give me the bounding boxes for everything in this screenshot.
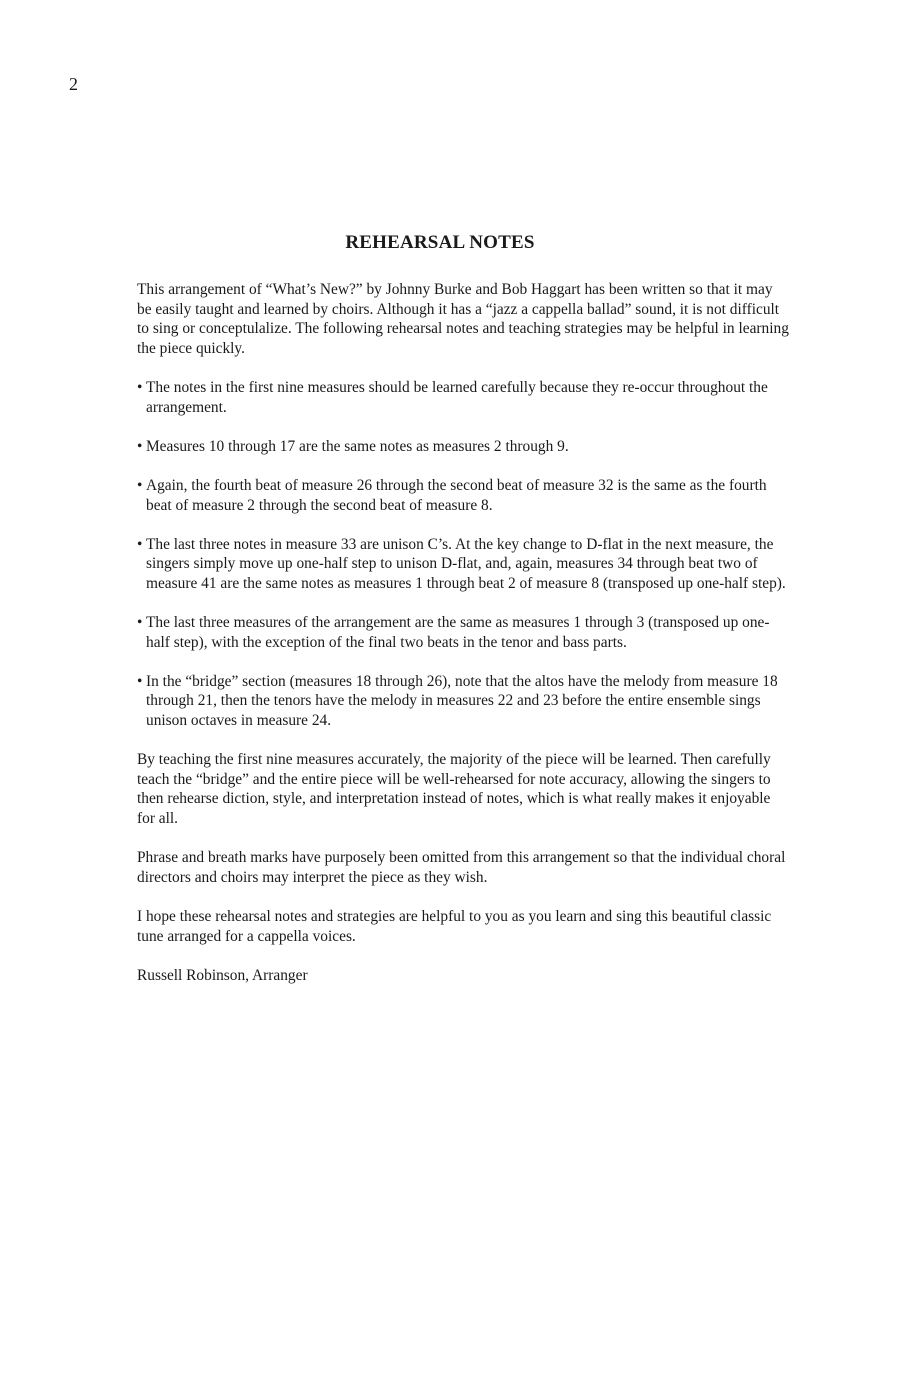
bullet-marker: • — [137, 672, 143, 690]
bullet-text: The notes in the first nine measures should be learned carefully because they re-occur throughout the arrangement. — [146, 378, 768, 416]
bullet-item — [137, 476, 789, 515]
bullet-item — [137, 535, 789, 594]
bullet-text: Again, the fourth beat of measure 26 through the second beat of measure 32 is the same as the fourth beat of measure 2 through the second beat of measure 8. — [146, 476, 767, 514]
bullet-text: In the “bridge” section (measures 18 through 26), note that the altos have the melody from measure 18 through 21, then the tenors have the melody in measures 22 and 23 before the entire ensemble sings unison octaves in measure 24. — [146, 672, 778, 730]
arranger-signature: Russell Robinson, Arranger — [137, 966, 308, 984]
bullet-item — [137, 613, 789, 652]
closing-paragraph: Phrase and breath marks have purposely been omitted from this arrangement so that the individual choral directors and choirs may interpret the piece as they wish. — [137, 849, 786, 886]
bullet-marker: • — [137, 535, 143, 553]
intro-paragraph: This arrangement of “What’s New?” by Johnny Burke and Bob Haggart has been written so that it may be easily taught and learned by choirs. Although it has a “jazz a cappella ballad” sound, it is not difficult to sing or conceptulalize. The following rehearsal notes and teaching strategies may be helpful in learning the piece quickly. — [137, 281, 789, 357]
bullet-item — [137, 437, 789, 457]
bullet-text: The last three notes in measure 33 are unison C’s. At the key change to D-flat in the next measure, the singers simply move up one-half step to unison D-flat, and, again, measures 34 through beat two of measure 41 are the same notes as measures 1 through beat 2 of measure 8 (transposed up one-half step). — [146, 535, 786, 592]
page-title: REHEARSAL NOTES — [345, 232, 535, 253]
closing-paragraph: I hope these rehearsal notes and strategies are helpful to you as you learn and sing this beautiful classic tune arranged for a cappella voices. — [137, 908, 772, 945]
bullet-marker: • — [137, 476, 143, 494]
closing-paragraph: By teaching the first nine measures accurately, the majority of the piece will be learned. Then carefully teach the “bridge” and the entire piece will be well-rehearsed for note accuracy, allowing the singers to then rehearse diction, style, and interpretation instead of notes, which is what really makes it enjoyable for all. — [137, 751, 771, 828]
bullet-item — [137, 672, 789, 731]
bullet-item — [137, 378, 789, 417]
bullet-text: The last three measures of the arrangement are the same as measures 1 through 3 (transposed up one-half step), with the exception of the final two beats in the tenor and bass parts. — [146, 614, 770, 651]
bullet-text: Measures 10 through 17 are the same notes as measures 2 through 9. — [146, 437, 569, 455]
bullet-marker: • — [137, 437, 143, 455]
bullet-marker: • — [137, 614, 143, 632]
page-number: 2 — [69, 74, 78, 94]
bullet-marker: • — [137, 378, 143, 396]
rehearsal-notes-body — [137, 280, 789, 985]
